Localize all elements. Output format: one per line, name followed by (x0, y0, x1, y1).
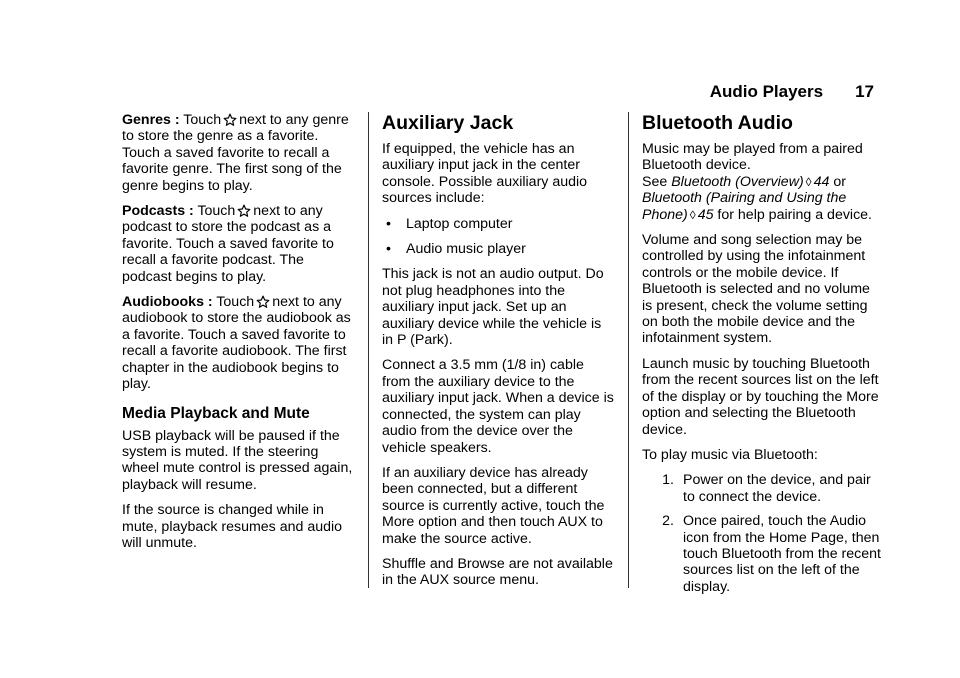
audiobooks-term: Audiobooks : (122, 294, 213, 311)
aux-paragraph-1: If equipped, the vehicle has an auxiliary input jack in the center console. Possible auxiliary audio sources include: (382, 141, 588, 207)
column-left (122, 112, 354, 560)
bluetooth-paragraph-3: Launch music by touching Bluetooth from the recent sources list on the left of the display or by touching the More option and selecting the Bluetooth device. (642, 355, 879, 438)
bluetooth-paragraph-1: Music may be played from a paired Bluetooth device. See Bluetooth (Overview) ◊ 44 or Bluetooth (Pairing and Using the Phone) ◊ 45 for help pairing a device. (642, 141, 873, 223)
list-item: • Laptop computer (382, 216, 614, 232)
star-outline-icon (223, 113, 237, 127)
bullet-icon: • (386, 215, 391, 232)
list-item: 1. Power on the device, and pair to connect the device. (662, 472, 871, 505)
bluetooth-heading: Bluetooth Audio (642, 112, 793, 134)
aux-paragraph-3: Connect a 3.5 mm (1/8 in) cable from the auxiliary device to the auxiliary input jack. When a device is connected, the system can play audio from the device over the vehicle speakers. (382, 357, 614, 456)
aux-paragraph-4: If an auxiliary device has already been connected, but a different source is currently active, touch the More option and then touch AUX to make the source active. (382, 464, 605, 547)
bluetooth-paragraph-4: To play music via Bluetooth: (642, 446, 818, 463)
reference-page[interactable]: 45 (697, 206, 714, 223)
aux-paragraph-2: This jack is not an audio output. Do not plug headphones into the auxiliary input jack. Set up an auxiliary device while the vehicle is in P (Park). (382, 266, 604, 349)
aux-paragraph-5: Shuffle and Browse are not available in the AUX source menu. (382, 555, 613, 589)
page-reference-icon: ◊ (805, 174, 812, 189)
column-right (642, 112, 882, 603)
list-item: • Audio music player (382, 241, 614, 257)
reference-link[interactable]: Bluetooth (Overview) (671, 173, 804, 190)
audiobooks-paragraph: Audiobooks : Touch next to any audiobook to store the audiobook as a favorite. Touch a saved favorite to recall a favorite audiobook. The first chapter in the audiobook begins to play. (122, 294, 351, 393)
column-divider-right (628, 112, 629, 588)
reference-link[interactable]: Bluetooth (Pairing and Using the Phone) (642, 190, 847, 223)
mute-paragraph-2: If the source is changed while in mute, playback resumes and audio will unmute. (122, 502, 343, 551)
genres-paragraph: Genres : Touch next to any genre to store the genre as a favorite. Touch a saved favorite to recall a favorite genre. The first song of the genre begins to play. (122, 112, 349, 194)
reference-page[interactable]: 44 (813, 173, 830, 190)
star-outline-icon (237, 204, 251, 218)
column-divider-left (368, 112, 369, 588)
podcasts-paragraph: Podcasts : Touch next to any podcast to store the podcast as a favorite. Touch a saved favorite to recall a favorite podcast. The podcast begins to play. (122, 203, 334, 285)
aux-heading: Auxiliary Jack (382, 112, 514, 134)
bullet-icon: • (386, 241, 391, 258)
list-item: 2. Once paired, touch the Audio icon from the Home Page, then touch Bluetooth from the recent sources list on the left of the display. (662, 513, 881, 595)
mute-paragraph-1: USB playback will be paused if the system is muted. If the steering wheel mute control is pressed again, playback will resume. (122, 427, 353, 493)
mute-heading: Media Playback and Mute (122, 404, 310, 422)
column-middle (382, 112, 614, 598)
genres-term: Genres : (122, 112, 180, 128)
star-outline-icon (256, 295, 270, 309)
section-title: Audio Players (709, 82, 824, 101)
page-header (710, 82, 874, 102)
bluetooth-paragraph-2: Volume and song selection may be controlled by using the infotainment controls or the mobile device. If Bluetooth is selected and no volume is present, check the volume setting on both the mobile device and the infotainment system. (642, 232, 870, 347)
page-reference-icon: ◊ (689, 207, 696, 222)
page-number: 17 (855, 82, 874, 101)
podcasts-term: Podcasts : (122, 203, 194, 220)
